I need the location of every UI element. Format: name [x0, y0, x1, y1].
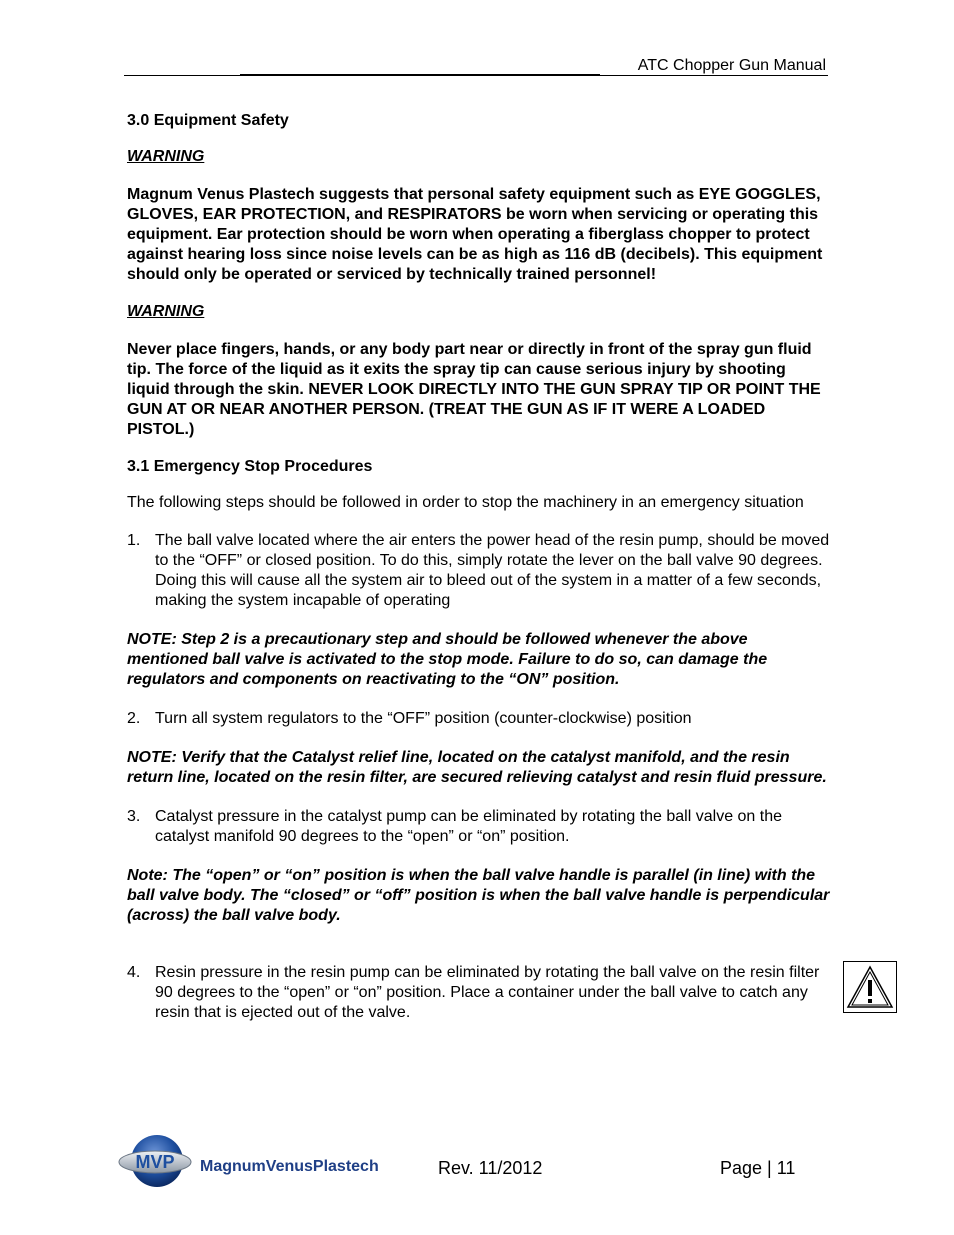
- company-logo: [117, 1130, 402, 1192]
- list-item-step-1: [127, 531, 832, 611]
- list-item-step-3: [127, 807, 832, 847]
- warning-text-ppe: Magnum Venus Plastech suggests that personal safety equipment such as EYE GOGGLES, GLOVES, EAR PROTECTION, and RESPIRATORS be worn when servicing or operating this equipment. Ear protection should be worn when operating a fiberglass chopper to protect against hearing loss since noise levels can be as high as 116 dB (decibels). This equipment should only be operated or serviced by technically trained personnel!: [127, 186, 823, 283]
- logo-mark: MVP: [135, 1152, 175, 1172]
- step-text: Resin pressure in the resin pump can be eliminated by rotating the ball valve on the resin filter 90 degrees to the “open” or “on” position. Place a container under the ball valve to catch any resin that is ejected out of the valve.: [155, 964, 820, 1021]
- step-text: Catalyst pressure in the catalyst pump can be eliminated by rotating the ball valve on the catalyst manifold 90 degrees to the “open” or “on” position.: [155, 808, 783, 845]
- warning-label: WARNING: [127, 148, 205, 165]
- list-item-step-2: [127, 709, 832, 729]
- list-item-step-4: [127, 963, 832, 1023]
- logo-text: MagnumVenusPlastech: [200, 1158, 379, 1175]
- header-title: ATC Chopper Gun Manual: [637, 57, 826, 74]
- note-step2: NOTE: Step 2 is a precautionary step and should be followed whenever the above mentioned ball valve is activated to the stop mode. Failure to do so, can damage the regulators and components on reactivating to the “ON” position.: [127, 631, 768, 688]
- step-text: Turn all system regulators to the “OFF” position (counter-clockwise) position: [155, 710, 692, 727]
- step-number: 4.: [127, 964, 141, 981]
- step-number: 2.: [127, 710, 141, 727]
- step-text: The ball valve located where the air enters the power head of the resin pump, should be moved to the “OFF” or closed position. To do this, simply rotate the lever on the ball valve 90 degrees. Doing this will cause all the system air to bleed out of the system in a matter of a few seconds, making the system incapable of operating: [155, 532, 830, 609]
- step-number: 1.: [127, 532, 141, 549]
- warning-label: WARNING: [127, 303, 205, 320]
- note-relief-line: NOTE: Verify that the Catalyst relief line, located on the catalyst manifold, and the resin return line, located on the resin filter, are secured relieving catalyst and resin fluid pressure.: [127, 749, 827, 786]
- page-content: [127, 111, 832, 1042]
- footer-revision: Rev. 11/2012: [438, 1158, 543, 1178]
- footer-page-number: Page | 11: [720, 1158, 796, 1178]
- section-heading-equipment-safety: 3.0 Equipment Safety: [127, 112, 289, 129]
- warning-text-spray-tip: Never place fingers, hands, or any body part near or directly in front of the spray gun fluid tip. The force of the liquid as it exits the spray tip can cause serious injury by shooting liquid through the skin. NEVER LOOK DIRECTLY INTO THE GUN SPRAY TIP OR POINT THE GUN AT OR NEAR ANOTHER PERSON. (TREAT THE GUN AS IF IT WERE A LOADED PISTOL.): [127, 341, 821, 438]
- header-rule-accent: [240, 74, 600, 76]
- note-ball-valve-position: Note: The “open” or “on” position is when the ball valve handle is parallel (in line) with the ball valve body. The “closed” or “off” position is when the ball valve handle is perpendicular (across) the ball valve body.: [127, 867, 830, 924]
- step-number: 3.: [127, 808, 141, 825]
- warning-triangle-icon: [843, 961, 897, 1013]
- section-heading-emergency-stop: 3.1 Emergency Stop Procedures: [127, 458, 373, 475]
- intro-paragraph: The following steps should be followed in order to stop the machinery in an emergency situation: [127, 494, 804, 511]
